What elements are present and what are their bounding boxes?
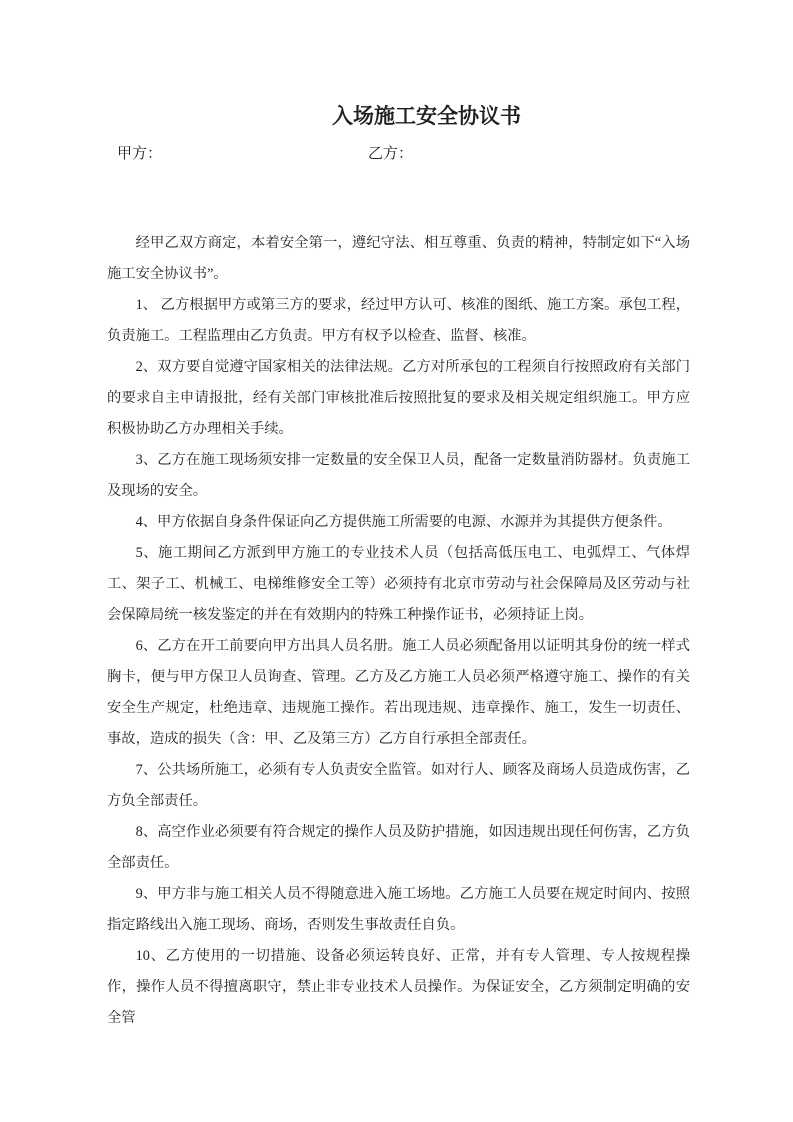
paragraph-item-8: 8、高空作业必须要有符合规定的操作人员及防护措施，如因违规出现任何伤害，乙方负全部责任。 xyxy=(107,824,690,871)
document-title-text: 入场施工安全协议书 xyxy=(332,104,521,128)
paragraph-item-7: 7、公共场所施工，必须有专人负责安全监管。如对行人、顾客及商场人员造成伤害，乙方负全部责任。 xyxy=(107,762,690,809)
paragraph-item-5: 5、施工期间乙方派到甲方施工的专业技术人员（包括高低压电工、电弧焊工、气体焊工、架子工、机械工、电梯维修安全工等）必须持有北京市劳动与社会保障局及区劳动与社会保障局统一核发鉴定的并在有效期内的特殊工种操作证书，必须持证上岗。 xyxy=(107,545,690,623)
parties-line xyxy=(107,139,690,169)
paragraph-item-6: 6、乙方在开工前要向甲方出具人员名册。施工人员必须配备用以证明其身份的统一样式胸卡，便与甲方保卫人员询查、管理。乙方及乙方施工人员必须严格遵守施工、操作的有关安全生产规定，杜绝违章、违规施工操作。若出现违规、违章操作、施工，发生一切责任、事故，造成的损失（含：甲、乙及第三方）乙方自行承担全部责任。 xyxy=(107,638,690,747)
paragraph-item-2: 2、双方要自觉遵守国家相关的法律法规。乙方对所承包的工程须自行按照政府有关部门的要求自主申请报批，经有关部门审核批准后按照批复的要求及相关规定组织施工。甲方应积极协助乙方办理相关手续。 xyxy=(107,359,690,437)
paragraph-intro: 经甲乙双方商定，本着安全第一，遵纪守法、相互尊重、负责的精神，特制定如下“入场施工安全协议书”。 xyxy=(107,235,690,282)
party-b-label: 乙方： xyxy=(368,146,414,162)
paragraph-item-9: 9、甲方非与施工相关人员不得随意进入施工场地。乙方施工人员要在规定时间内、按照指定路线出入施工现场、商场，否则发生事故责任自负。 xyxy=(107,886,690,933)
paragraph-item-3: 3、乙方在施工现场须安排一定数量的安全保卫人员，配备一定数量消防器材。负责施工及现场的安全。 xyxy=(107,452,690,499)
document-title xyxy=(107,98,690,134)
paragraph-item-4: 4、甲方依据自身条件保证向乙方提供施工所需要的电源、水源并为其提供方便条件。 xyxy=(135,514,672,530)
party-a-label: 甲方： xyxy=(117,146,163,162)
paragraph-item-10: 10、乙方使用的一切措施、设备必须运转良好、正常，并有专人管理、专人按规程操作，操作人员不得擅离职守，禁止非专业技术人员操作。为保证安全，乙方须制定明确的安全管 xyxy=(107,948,690,1026)
document-body xyxy=(107,228,690,1034)
paragraph-item-1: 1、 乙方根据甲方或第三方的要求，经过甲方认可、核准的图纸、施工方案。承包工程，负责施工。工程监理由乙方负责。甲方有权予以检查、监督、核准。 xyxy=(107,297,690,344)
